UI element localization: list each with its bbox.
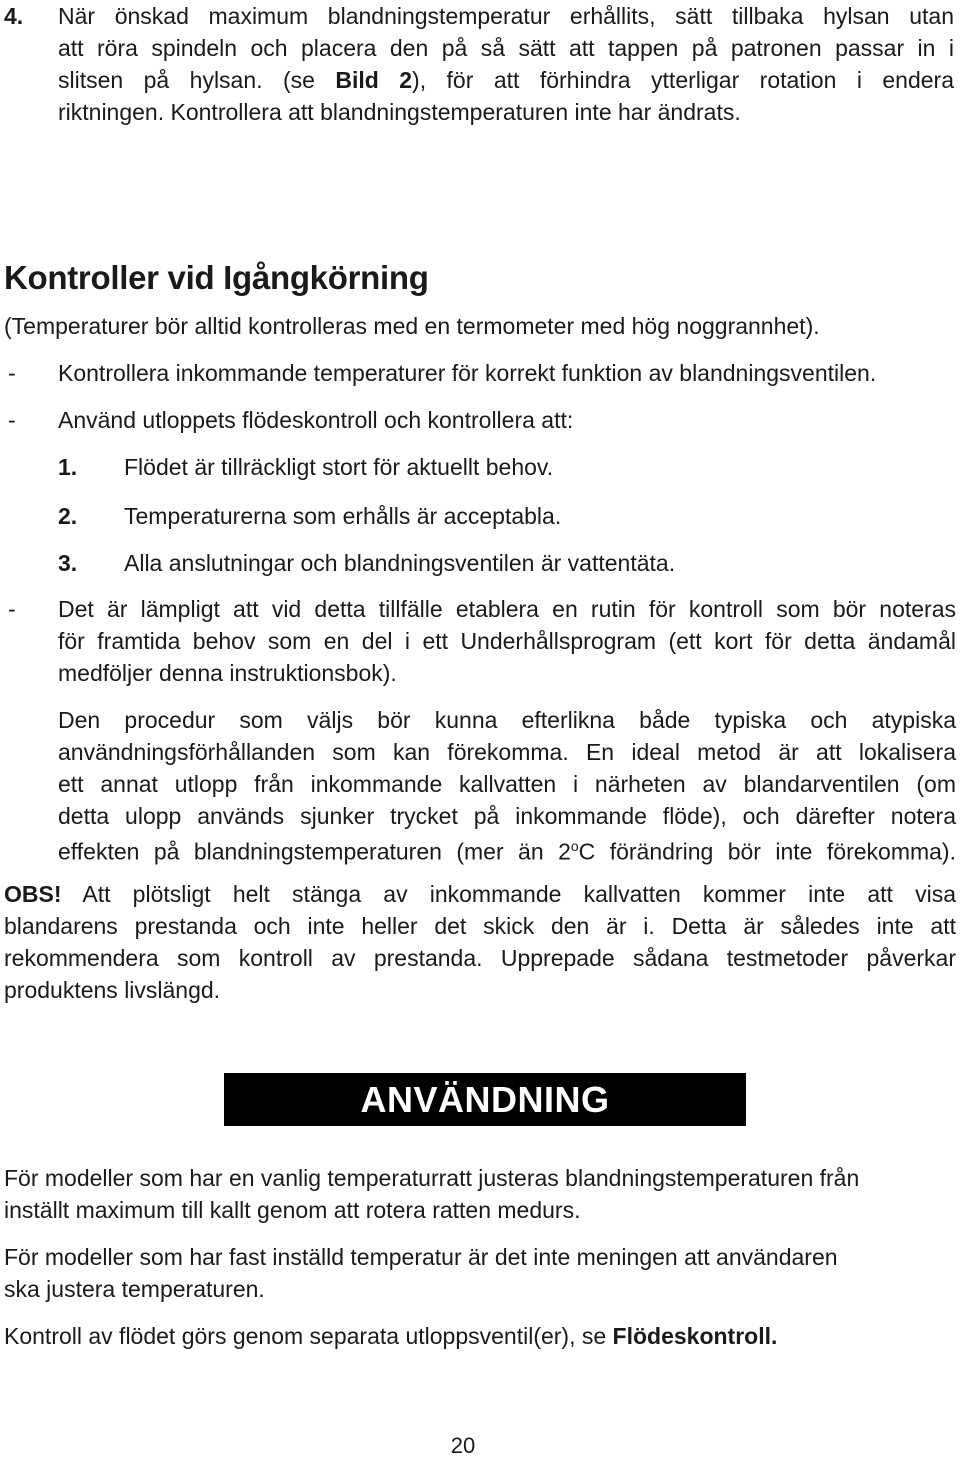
list-item: Temperaturerna som erhålls är acceptabla. bbox=[124, 503, 562, 529]
procedure-line-1: Den procedur som väljs bör kunna efterlikna både typiska och atypiska bbox=[58, 707, 956, 733]
obs-line-1: OBS! Att plötsligt helt stänga av inkommande kallvatten kommer inte att visa bbox=[4, 881, 956, 907]
step-4-line-4: riktningen. Kontrollera att blandningstemperaturen inte har ändrats. bbox=[58, 99, 741, 125]
bullet-3-line-2: för framtida behov som en del i ett Underhållsprogram (ett kort för detta ändamål bbox=[58, 628, 956, 654]
usage-banner: ANVÄNDNING bbox=[224, 1073, 746, 1126]
usage-p1-line-1: För modeller som har en vanlig temperaturratt justeras blandningstemperaturen från bbox=[4, 1165, 860, 1191]
usage-p1-line-2: inställt maximum till kallt genom att rotera ratten medurs. bbox=[4, 1197, 581, 1223]
usage-p2-line-1: För modeller som har fast inställd temperatur är det inte meningen att användaren bbox=[4, 1244, 838, 1270]
item-number: 3. bbox=[58, 550, 78, 576]
bullet-dash: - bbox=[8, 360, 16, 386]
procedure-line-2: användningsförhållanden som kan förekomma. En ideal metod är att lokalisera bbox=[58, 739, 956, 765]
item-number: 1. bbox=[58, 454, 78, 480]
bullet-1: Kontrollera inkommande temperaturer för korrekt funktion av blandningsventilen. bbox=[58, 360, 877, 386]
item-number: 2. bbox=[58, 503, 78, 529]
list-item: Flödet är tillräckligt stort för aktuellt behov. bbox=[124, 454, 554, 480]
degree-superscript: o bbox=[570, 838, 579, 854]
figure-reference: Bild 2 bbox=[335, 67, 413, 93]
step-number: 4. bbox=[4, 3, 24, 29]
obs-label: OBS! bbox=[4, 881, 62, 907]
page-number: 20 bbox=[450, 1433, 476, 1458]
bullet-dash: - bbox=[8, 407, 16, 433]
procedure-line-4: detta ulopp används sjunker trycket på inkommande flöde), och därefter notera bbox=[58, 803, 956, 829]
obs-line-2: blandarens prestanda och inte heller det skick den är i. Detta är således inte att bbox=[4, 913, 956, 939]
usage-p3: Kontroll av flödet görs genom separata utloppsventil(er), se Flödeskontroll. bbox=[4, 1323, 778, 1349]
procedure-line-5: effekten på blandningstemperaturen (mer än 2$^o$C förändring bör inte förekomma). bbox=[58, 838, 956, 865]
obs-line-3: rekommendera som kontroll av prestanda. Upprepade sådana testmetoder påverkar bbox=[4, 945, 956, 971]
flow-control-reference: Flödeskontroll. bbox=[612, 1323, 778, 1349]
obs-line-4: produktens livslängd. bbox=[4, 977, 221, 1003]
usage-p2-line-2: ska justera temperaturen. bbox=[4, 1276, 265, 1302]
step-4-line-3: slitsen på hylsan. (se Bild 2), för att förhindra ytterligar rotation i endera bbox=[58, 67, 954, 93]
procedure-line-3: ett annat utlopp från inkommande kallvatten i närheten av blandarventilen (om bbox=[58, 771, 956, 797]
bullet-3-line-3: medföljer denna instruktionsbok). bbox=[58, 660, 397, 686]
list-item: Alla anslutningar och blandningsventilen är vattentäta. bbox=[124, 550, 676, 576]
step-4-line-2: att röra spindeln och placera den på så sätt att tappen på patronen passar in i bbox=[58, 35, 954, 61]
bullet-dash: - bbox=[8, 596, 16, 622]
step-4-line-1: När önskad maximum blandningstemperatur erhållits, sätt tillbaka hylsan utan bbox=[58, 3, 954, 29]
section-title: Kontroller vid Igångkörning bbox=[4, 259, 429, 296]
bullet-2: Använd utloppets flödeskontroll och kontrollera att: bbox=[58, 407, 574, 433]
section-subtitle: (Temperaturer bör alltid kontrolleras med en termometer med hög noggrannhet). bbox=[4, 313, 820, 339]
bullet-3-line-1: Det är lämpligt att vid detta tillfälle etablera en rutin för kontroll som bör noteras bbox=[58, 596, 956, 622]
